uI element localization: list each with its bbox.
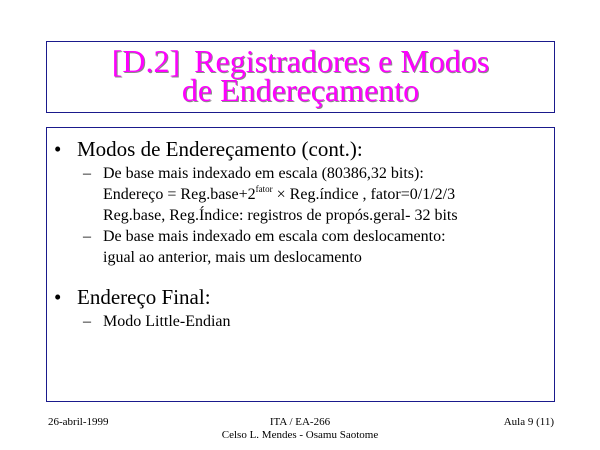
bullet-text: Modos de Endereçamento (cont.): xyxy=(77,137,363,161)
title-box xyxy=(46,41,555,113)
footer-course: ITA / EA-266 xyxy=(269,416,331,428)
formula-exponent: fator xyxy=(255,184,273,194)
sub-item-text: Modo Little-Endian xyxy=(103,313,231,330)
title-line-2: de Endereçamento xyxy=(181,72,420,108)
bullet-icon: • xyxy=(54,285,62,309)
formula-part-1: Endereço = Reg.base+2 xyxy=(103,186,256,203)
formula-part-2: × Reg.índice , fator=0/1/2/3 xyxy=(272,186,456,203)
title-text-1: Registradores e Modos xyxy=(194,43,490,79)
dash-icon: – xyxy=(83,313,91,330)
footer-page-number: Aula 9 (11) xyxy=(503,416,554,428)
content-box xyxy=(46,127,555,402)
bullet-icon: • xyxy=(54,137,62,161)
footer-authors: Celso L. Mendes - Osamu Saotome xyxy=(221,429,379,441)
displacement-note: igual ao anterior, mais um deslocamento xyxy=(103,249,362,266)
register-note: Reg.base, Reg.Índice: registros de propós.geral- 32 bits xyxy=(103,207,458,224)
footer-date: 26-abril-1999 xyxy=(48,416,109,428)
address-formula xyxy=(103,185,455,204)
dash-icon: – xyxy=(83,165,91,182)
sub-item-text: De base mais indexado em escala com deslocamento: xyxy=(103,228,446,245)
dash-icon: – xyxy=(83,228,91,245)
title-code: [D.2] xyxy=(111,43,181,79)
footer-center xyxy=(160,416,440,442)
bullet-text: Endereço Final: xyxy=(77,285,211,309)
sub-item-text: De base mais indexado em escala (80386,32 bits): xyxy=(103,165,424,182)
